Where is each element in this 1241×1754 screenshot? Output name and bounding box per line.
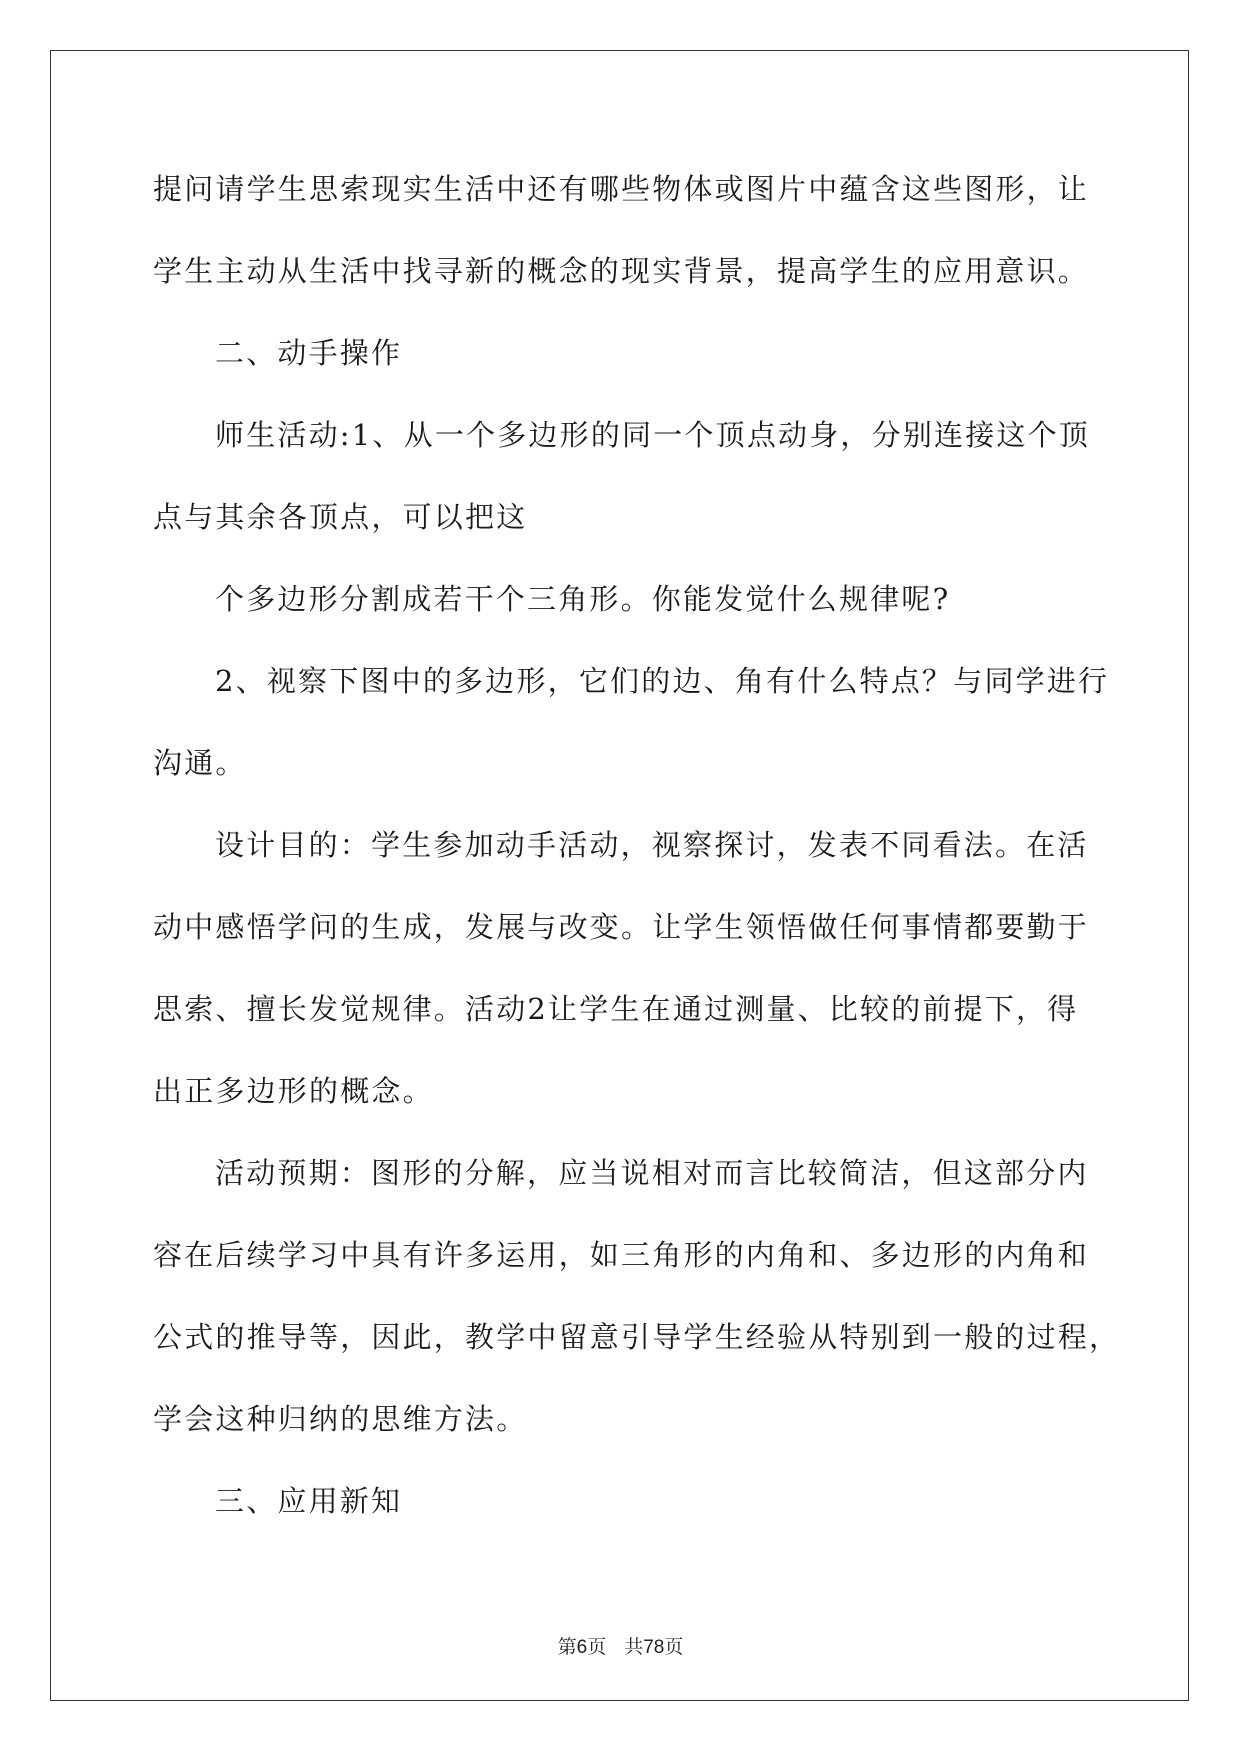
paragraph-line: 思索、擅长发觉规律。活动2让学生在通过测量、比较的前提下，得 [153,992,1079,1026]
paragraph-line: 设计目的：学生参加动手活动，视察探讨，发表不同看法。在活 [215,828,1089,862]
page-border [50,50,1189,1701]
paragraph-line: 点与其余各顶点，可以把这 [153,500,528,534]
footer-page-suffix: 页 [587,1636,607,1658]
page-footer [0,1632,1241,1659]
footer-total-prefix: 共 [624,1636,644,1658]
paragraph-line: 公式的推导等，因此，教学中留意引导学生经验从特别到一般的过程， [153,1320,1121,1354]
section-heading: 三、应用新知 [215,1484,403,1518]
paragraph-line: 容在后续学习中具有许多运用，如三角形的内角和、多边形的内角和 [153,1238,1090,1272]
footer-total-pages: 78 [643,1637,665,1658]
footer-page-prefix: 第 [557,1636,577,1658]
paragraph-line: 学生主动从生活中找寻新的概念的现实背景，提高学生的应用意识。 [153,254,1090,288]
paragraph-line: 个多边形分割成若干个三角形。你能发觉什么规律呢? [215,582,951,616]
paragraph-line: 2、视察下图中的多边形，它们的边、角有什么特点？与同学进行 [215,664,1110,698]
paragraph-line: 动中感悟学问的生成，发展与改变。让学生领悟做任何事情都要勤于 [153,910,1090,944]
section-heading: 二、动手操作 [215,336,403,370]
paragraph-line: 活动预期：图形的分解，应当说相对而言比较简洁，但这部分内 [215,1156,1089,1190]
paragraph-line: 出正多边形的概念。 [153,1074,434,1108]
paragraph-line: 师生活动:1、从一个多边形的同一个顶点动身，分别连接这个顶 [215,418,1091,452]
paragraph-line: 提问请学生思索现实生活中还有哪些物体或图片中蕴含这些图形，让 [153,172,1090,206]
footer-total-suffix: 页 [664,1636,684,1658]
paragraph-line: 学会这种归纳的思维方法。 [153,1402,528,1436]
footer-page-number: 6 [576,1637,588,1658]
paragraph-line: 沟通。 [153,746,247,780]
